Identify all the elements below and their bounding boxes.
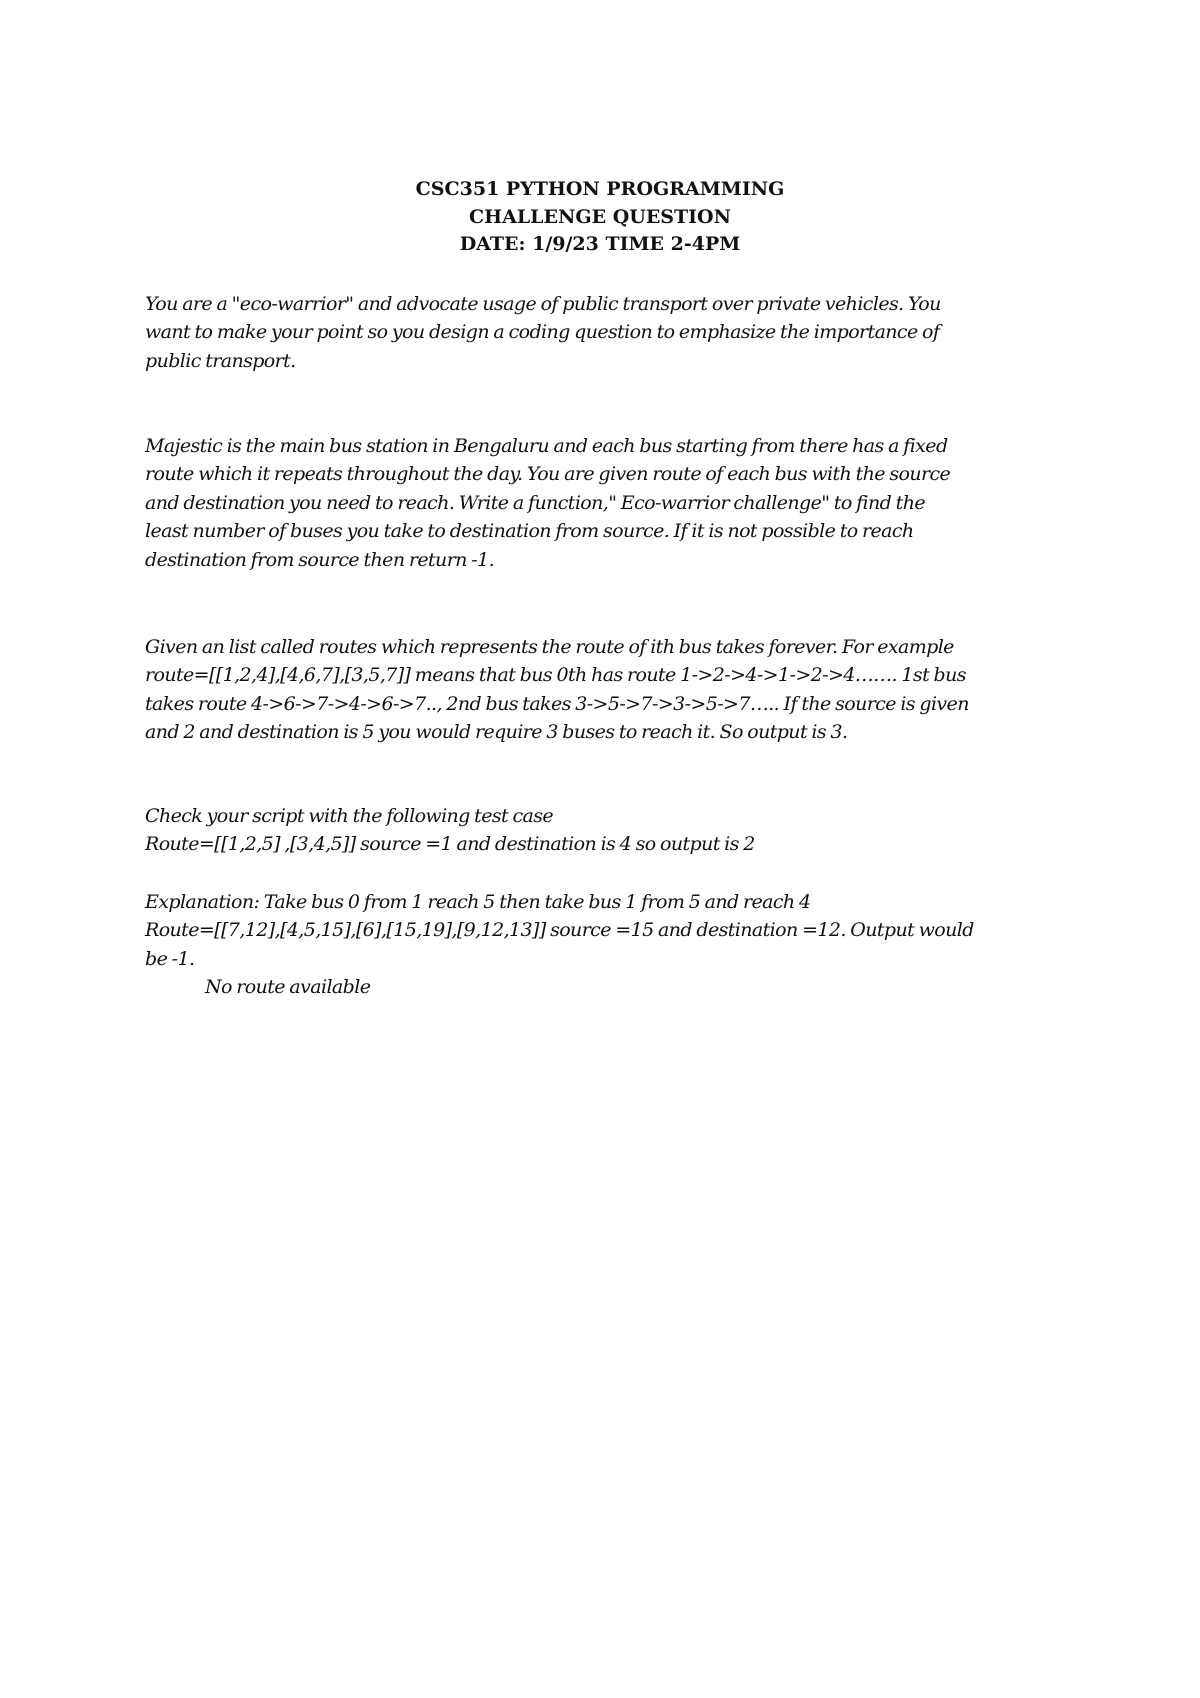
text-line: destination from source then return -1. bbox=[145, 548, 495, 571]
text-line: Given an list called routes which represents the route of ith bus takes forever. For example bbox=[145, 636, 954, 658]
intro-paragraph bbox=[145, 290, 1085, 375]
text-line: route which it repeats throughout the day. You are given route of each bus with the source bbox=[145, 463, 951, 486]
text-line: Check your script with the following test case bbox=[145, 805, 554, 827]
example-paragraph bbox=[145, 633, 1085, 747]
text-line: Route=[[1,2,5] ,[3,4,5]] source =1 and destination is 4 so output is 2 bbox=[145, 833, 755, 856]
text-line: and destination you need to reach. Write a function," Eco-warrior challenge" to find the bbox=[145, 491, 925, 514]
document-header bbox=[0, 176, 1200, 259]
text-line: You are a "eco-warrior" and advocate usage of public transport over private vehicles. You bbox=[145, 293, 941, 315]
explanation-paragraph bbox=[145, 888, 1085, 1002]
text-line: be -1. bbox=[145, 947, 195, 970]
text-line: public transport. bbox=[145, 349, 296, 372]
date-time-line: DATE: 1/9/23 TIME 2-4PM bbox=[459, 233, 741, 255]
text-line: least number of buses you take to destination from source. If it is not possible to reach bbox=[145, 520, 914, 543]
course-title: CSC351 PYTHON PROGRAMMING bbox=[415, 178, 785, 200]
note-line: No route available bbox=[205, 976, 371, 999]
text-line: and 2 and destination is 5 you would require 3 buses to reach it. So output is 3. bbox=[145, 721, 848, 744]
text-line: route=[[1,2,4],[4,6,7],[3,5,7]] means that bus 0th has route 1->2->4->1->2->4……. 1st bus bbox=[145, 664, 966, 687]
text-line: Majestic is the main bus station in Bengaluru and each bus starting from there has a fixed bbox=[145, 435, 948, 457]
test-case-paragraph bbox=[145, 802, 1085, 859]
problem-paragraph bbox=[145, 432, 1085, 574]
document-title: CHALLENGE QUESTION bbox=[469, 205, 731, 228]
text-line: takes route 4->6->7->4->6->7.., 2nd bus takes 3->5->7->3->5->7….. If the source is given bbox=[145, 692, 969, 715]
text-line: Explanation: Take bus 0 from 1 reach 5 then take bus 1 from 5 and reach 4 bbox=[145, 891, 811, 913]
text-line: want to make your point so you design a coding question to emphasize the importance of bbox=[145, 321, 940, 344]
text-line: Route=[[7,12],[4,5,15],[6],[15,19],[9,12,13]] source =15 and destination =12. Output would bbox=[145, 919, 974, 942]
